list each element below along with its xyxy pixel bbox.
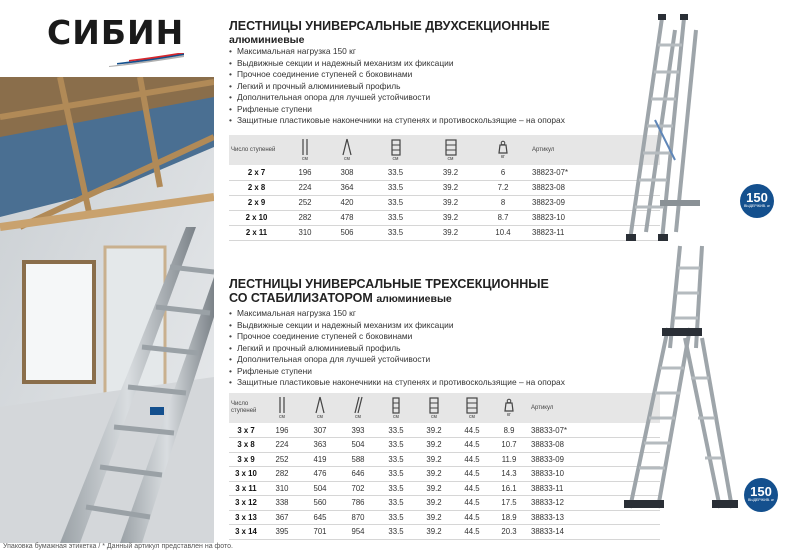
section2-title [229,277,549,306]
weight-header: кг [491,393,527,423]
cell: 39.2 [415,496,453,511]
cell: 33.5 [377,481,415,496]
cell: 954 [339,525,377,540]
table-row [229,510,660,525]
cell: 588 [339,452,377,467]
cell: 10.4 [478,225,528,240]
feature-item: • Выдвижные секции и надежный механизм их фиксации [229,58,565,70]
article-cell: 38833-12 [527,496,660,511]
cell: 33.5 [368,225,423,240]
cell: 44.5 [453,510,491,525]
cell: 8.7 [478,210,528,225]
feature-item: • Рифленые ступени [229,104,565,116]
table-header-row [229,135,660,165]
cell: 8 [478,195,528,210]
cell: 701 [301,525,339,540]
table-row [229,481,660,496]
cell: 33.5 [377,510,415,525]
cell: 33.5 [377,467,415,482]
width-top-header: см [377,393,415,423]
ladder-width-icon [427,396,441,414]
cell: 10.7 [491,438,527,453]
max-load-badge [740,184,774,218]
table-row [229,496,660,511]
section1-spec-table [229,135,660,241]
table-row [229,225,660,240]
cell: 16.1 [491,481,527,496]
cell: 44.5 [453,467,491,482]
steps-count-header: Число ступеней [229,135,284,165]
badge-number: 150 [746,190,768,205]
weight-icon [497,140,509,154]
cell: 308 [326,165,368,180]
cell: 504 [301,481,339,496]
table-row [229,467,660,482]
feature-item: • Дополнительная опора для лучшей устойчивости [229,92,565,104]
feature-item: • Прочное соединение ступеней с боковинами [229,331,565,343]
cell: 39.2 [423,225,478,240]
model-cell: 3 х 7 [229,423,263,438]
cell: 504 [339,438,377,453]
height-max-header: см [326,135,368,165]
height-min-header: см [284,135,326,165]
model-cell: 2 х 7 [229,165,284,180]
cell: 14.3 [491,467,527,482]
cell: 39.2 [423,165,478,180]
cell: 786 [339,496,377,511]
badge-text: ВЫДЕРЖИВ. кг [744,204,770,208]
two-section-ladder-image [600,10,720,245]
ladder-base-icon [465,396,479,414]
feature-item: • Легкий и прочный алюминиевый профиль [229,81,565,93]
section1-feature-list [229,46,565,127]
height-min-header: см [263,393,301,423]
feature-item: • Максимальная нагрузка 150 кг [229,308,565,320]
cell: 310 [284,225,326,240]
cell: 364 [326,180,368,195]
cell: 33.5 [377,452,415,467]
cell: 506 [326,225,368,240]
cell: 282 [263,467,301,482]
cell: 870 [339,510,377,525]
feature-item: • Максимальная нагрузка 150 кг [229,46,565,58]
cell: 646 [339,467,377,482]
section1-title-line1: ЛЕСТНИЦЫ УНИВЕРСАЛЬНЫЕ ДВУХСЕКЦИОННЫЕ [229,19,550,33]
badge-text: ВЫДЕРЖИВ. кг [748,498,774,502]
article-header: Артикул [528,135,660,165]
feature-item: • Выдвижные секции и надежный механизм их фиксации [229,320,565,332]
cell: 39.2 [415,423,453,438]
cell: 478 [326,210,368,225]
cell: 420 [326,195,368,210]
weight-header: кг [478,135,528,165]
ladder-folded-icon [300,138,310,156]
article-cell: 38833-11 [527,481,660,496]
feature-item: • Дополнительная опора для лучшей устойчивости [229,354,565,366]
model-cell: 2 х 10 [229,210,284,225]
badge-number: 150 [750,484,772,499]
weight-icon [503,398,515,412]
cell: 393 [339,423,377,438]
feature-item: • Защитные пластиковые наконечники на ступенях и противоскользящие – на опорах [229,115,565,127]
cell: 39.2 [415,438,453,453]
width-middle-header: см [415,393,453,423]
table-header-row [229,393,660,423]
cell: 39.2 [423,195,478,210]
cell: 33.5 [377,496,415,511]
model-cell: 3 х 14 [229,525,263,540]
cell: 17.5 [491,496,527,511]
cell: 33.5 [377,438,415,453]
model-cell: 3 х 12 [229,496,263,511]
section2-spec-table [229,393,660,540]
model-cell: 3 х 13 [229,510,263,525]
width-base-header: см [453,393,491,423]
article-cell: 38823-11 [528,225,660,240]
cell: 196 [263,423,301,438]
cell: 39.2 [415,467,453,482]
cell: 252 [263,452,301,467]
cell: 44.5 [453,525,491,540]
cell: 252 [284,195,326,210]
ladder-base-icon [444,138,458,156]
ladder-a-frame-icon [314,396,326,414]
article-cell: 38833-08 [527,438,660,453]
width-base-header: см [423,135,478,165]
table-row [229,165,660,180]
table-row [229,438,660,453]
model-cell: 2 х 9 [229,195,284,210]
feature-item: • Рифленые ступени [229,366,565,378]
ladder-extended-icon [352,396,364,414]
article-cell: 38823-09 [528,195,660,210]
cell: 39.2 [415,510,453,525]
cell: 395 [263,525,301,540]
three-section-ladder-image [610,238,740,518]
cell: 33.5 [368,180,423,195]
cell: 33.5 [368,210,423,225]
ladder-width-icon [389,396,403,414]
model-cell: 3 х 8 [229,438,263,453]
ladder-width-icon [389,138,403,156]
article-cell: 38833-14 [527,525,660,540]
article-header: Артикул [527,393,660,423]
table-row [229,452,660,467]
width-top-header: см [368,135,423,165]
cell: 645 [301,510,339,525]
height-max-header: см [339,393,377,423]
cell: 702 [339,481,377,496]
model-cell: 2 х 11 [229,225,284,240]
article-cell: 38833-13 [527,510,660,525]
table-row [229,525,660,540]
article-cell: 38833-10 [527,467,660,482]
cell: 476 [301,467,339,482]
cell: 307 [301,423,339,438]
table-row [229,180,660,195]
table-row [229,423,660,438]
section2-title-line2 [229,291,549,306]
cell: 44.5 [453,423,491,438]
logo-stripes-icon [109,53,184,67]
cell: 39.2 [415,452,453,467]
cell: 39.2 [423,210,478,225]
cell: 11.9 [491,452,527,467]
table-row [229,195,660,210]
feature-item: • Защитные пластиковые наконечники на ступенях и противоскользящие – на опорах [229,377,565,389]
cell: 39.2 [415,525,453,540]
section2-feature-list [229,308,565,389]
cell: 8.9 [491,423,527,438]
cell: 367 [263,510,301,525]
footnote-caption: Упаковка бумажная этикетка / * Данный артикул представлен на фото. [3,543,233,550]
section1-title-line2: алюминиевые [229,34,305,46]
brand-logo [47,13,187,71]
cell: 310 [263,481,301,496]
cell: 363 [301,438,339,453]
section1-title [229,19,550,47]
height-two-sections-header: см [301,393,339,423]
model-cell: 3 х 10 [229,467,263,482]
cell: 44.5 [453,481,491,496]
article-cell: 38823-07* [528,165,660,180]
cell: 419 [301,452,339,467]
table-row [229,210,660,225]
interior-ladder-photo [0,77,214,543]
cell: 224 [263,438,301,453]
cell: 282 [284,210,326,225]
cell: 44.5 [453,452,491,467]
cell: 224 [284,180,326,195]
cell: 44.5 [453,496,491,511]
max-load-badge [744,478,778,512]
model-cell: 2 х 8 [229,180,284,195]
ladder-extended-icon [341,138,353,156]
section2-title-line2-main: СО СТАБИЛИЗАТОРОМ [229,291,373,305]
cell: 39.2 [423,180,478,195]
cell: 196 [284,165,326,180]
cell: 44.5 [453,438,491,453]
cell: 338 [263,496,301,511]
article-cell: 38833-09 [527,452,660,467]
cell: 6 [478,165,528,180]
model-cell: 3 х 9 [229,452,263,467]
article-cell: 38823-08 [528,180,660,195]
cell: 33.5 [368,165,423,180]
cell: 20.3 [491,525,527,540]
feature-item: • Легкий и прочный алюминиевый профиль [229,343,565,355]
feature-item: • Прочное соединение ступеней с боковинами [229,69,565,81]
article-cell: 38833-07* [527,423,660,438]
steps-count-header: Число ступеней [229,393,263,423]
section2-title-line2-small: алюминиевые [376,293,452,305]
model-cell: 3 х 11 [229,481,263,496]
cell: 33.5 [368,195,423,210]
cell: 33.5 [377,525,415,540]
cell: 39.2 [415,481,453,496]
cell: 7.2 [478,180,528,195]
article-cell: 38823-10 [528,210,660,225]
cell: 33.5 [377,423,415,438]
ladder-folded-icon [277,396,287,414]
section2-title-line1: ЛЕСТНИЦЫ УНИВЕРСАЛЬНЫЕ ТРЕХСЕКЦИОННЫЕ [229,277,549,291]
cell: 18.9 [491,510,527,525]
logo-text: СИБИН [47,13,185,52]
cell: 560 [301,496,339,511]
